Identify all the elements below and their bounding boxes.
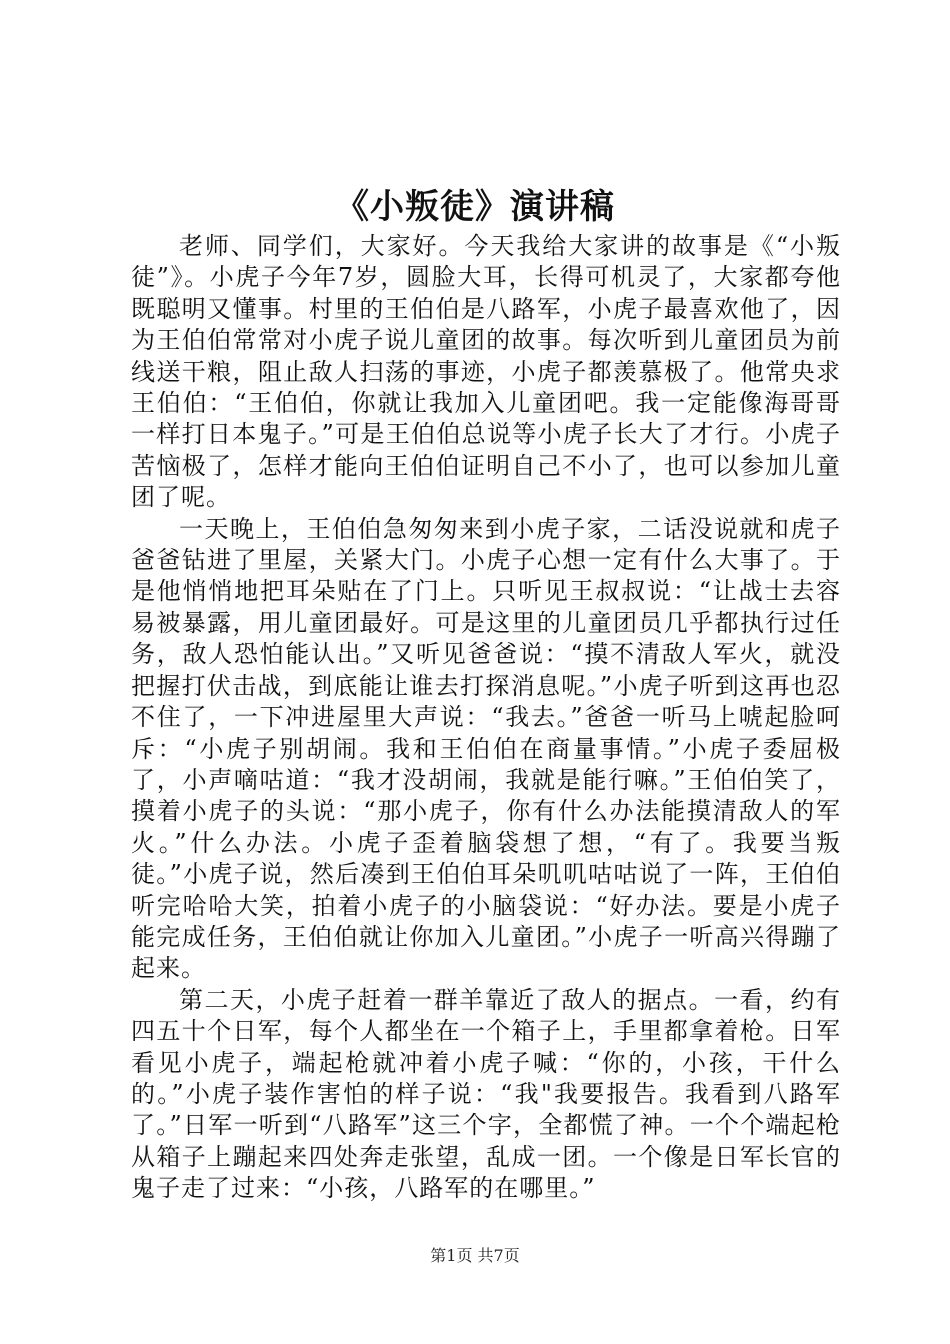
paragraph-1: 老师、同学们，大家好。今天我给大家讲的故事是《“小叛徒”》。小虎子今年7岁，圆脸大耳，长得可机灵了，大家都夸他既聪明又懂事。村里的王伯伯是八路军，小虎子最喜欢他了，因为王伯伯常常对小虎子说儿童团的故事。每次听到儿童团员为前线送干粮，阻止敌人扫荡的事迹，小虎子都羡慕极了。他常央求王伯伯：“王伯伯，你就让我加入儿童团吧。我一定能像海哥哥一样打日本鬼子。”可是王伯伯总说等小虎子长大了才行。小虎子苦恼极了，怎样才能向王伯伯证明自己不小了，也可以参加儿童团了呢。 xyxy=(131,232,841,512)
page-footer: 第1页 共7页 xyxy=(430,1246,520,1265)
paragraph-3: 第二天，小虎子赶着一群羊靠近了敌人的据点。一看，约有四五十个日军，每个人都坐在一个箱子上，手里都拿着枪。日军看见小虎子，端起枪就冲着小虎子喊：“你的，小孩，干什么的。”小虎子装作害怕的样子说：“我"我要报告。我看到八路军了。”日军一听到“八路军”这三个字，全都慌了神。一个个端起枪从箱子上蹦起来四处奔走张望，乱成一团。一个像是日军长官的鬼子走了过来：“小孩，八路军的在哪里。” xyxy=(131,985,841,1203)
paragraph-2: 一天晚上，王伯伯急匆匆来到小虎子家，二话没说就和虎子爸爸钻进了里屋，关紧大门。小虎子心想一定有什么大事了。于是他悄悄地把耳朵贴在了门上。只听见王叔叔说：“让战士去容易被暴露，用儿童团最好。可是这里的儿童团员几乎都执行过任务，敌人恐怕能认出。”又听见爸爸说：“摸不清敌人军火，就没把握打伏击战，到底能让谁去打探消息呢。”小虎子听到这再也忍不住了，一下冲进屋里大声说：“我去。”爸爸一听马上唬起脸呵斥：“小虎子别胡闹。我和王伯伯在商量事情。”小虎子委屈极了，小声嘀咕道：“我才没胡闹，我就是能行嘛。”王伯伯笑了，摸着小虎子的头说：“那小虎子，你有什么办法能摸清敌人的军火。”什么办法。小虎子歪着脑袋想了想，“有了。我要当叛徒。”小虎子说，然后凑到王伯伯耳朵叽叽咕咕说了一阵，王伯伯听完哈哈大笑，拍着小虎子的小脑袋说：“好办法。要是小虎子能完成任务，王伯伯就让你加入儿童团。”小虎子一听高兴得蹦了起来。 xyxy=(131,514,841,983)
document-body xyxy=(131,231,841,1205)
document-title: 《小叛徒》演讲稿 xyxy=(335,187,615,227)
